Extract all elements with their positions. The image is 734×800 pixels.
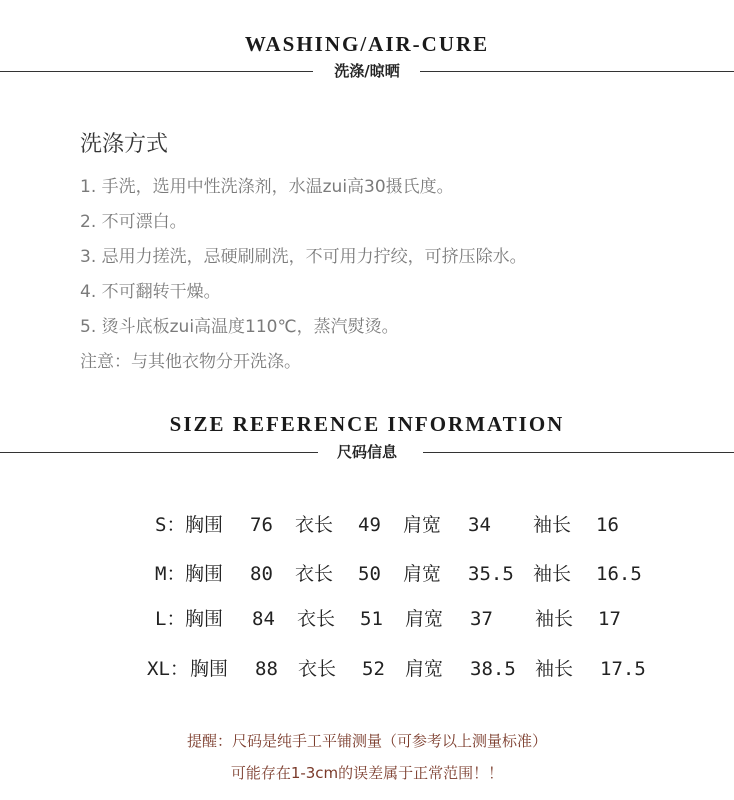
size-label: L： [155, 608, 186, 630]
chest-value: 84 [252, 608, 275, 630]
sleeve-value: 17.5 [600, 658, 646, 680]
measurement-reminder: 提醒：尺码是纯手工平铺测量（可参考以上测量标准） [186, 732, 547, 750]
shoulder-value: 35.5 [468, 563, 514, 585]
washing-line: 1. 手洗，选用中性洗涤剂，水温zui高30摄氏度。 [80, 177, 454, 197]
shoulder-value: 34 [468, 514, 491, 536]
washing-note: 注意：与其他衣物分开洗涤。 [80, 352, 301, 372]
sleeve-label: 袖长 [535, 658, 574, 680]
size-subtitle-cn: 尺码信息 [336, 443, 397, 461]
washing-subtitle-cn: 洗涤/晾晒 [334, 62, 400, 80]
sleeve-value: 16 [596, 514, 619, 536]
chest-label: 胸围 [190, 658, 229, 680]
chest-label: 胸围 [185, 608, 224, 630]
washing-instructions [80, 130, 527, 380]
shoulder-label: 肩宽 [403, 563, 442, 585]
chest-value: 80 [250, 563, 273, 585]
length-value: 49 [358, 514, 381, 536]
length-label: 衣长 [295, 563, 334, 585]
sleeve-label: 袖长 [533, 563, 572, 585]
shoulder-value: 37 [470, 608, 493, 630]
sleeve-label: 袖长 [535, 608, 574, 630]
measurement-error-note: 可能存在1-3cm的误差属于正常范围！！ [230, 764, 504, 782]
size-label: M： [155, 563, 186, 585]
washing-line: 2. 不可漂白。 [80, 212, 187, 232]
length-label: 衣长 [295, 514, 334, 536]
sleeve-value: 17 [598, 608, 621, 630]
chest-label: 胸围 [185, 514, 224, 536]
length-value: 52 [362, 658, 385, 680]
chest-label: 胸围 [185, 563, 224, 585]
washing-line: 3. 忌用力搓洗，忌硬刷刷洗，不可用力拧绞，可挤压除水。 [80, 247, 527, 267]
size-row-l [0, 604, 734, 634]
shoulder-label: 肩宽 [405, 658, 444, 680]
chest-value: 88 [255, 658, 278, 680]
length-value: 50 [358, 563, 381, 585]
size-label: S： [155, 514, 186, 536]
chest-value: 76 [250, 514, 273, 536]
size-row-m [0, 559, 734, 589]
shoulder-label: 肩宽 [403, 514, 442, 536]
size-row-xl [0, 654, 734, 684]
size-row-s [0, 510, 734, 540]
length-label: 衣长 [298, 658, 337, 680]
sleeve-label: 袖长 [533, 514, 572, 536]
size-label: XL： [147, 658, 189, 680]
sleeve-value: 16.5 [596, 563, 642, 585]
length-value: 51 [360, 608, 383, 630]
washing-line: 4. 不可翻转干燥。 [80, 282, 221, 302]
length-label: 衣长 [297, 608, 336, 630]
washing-method-title: 洗涤方式 [80, 132, 169, 157]
washing-line: 5. 烫斗底板zui高温度110℃，蒸汽熨烫。 [80, 317, 399, 337]
washing-title-en: WASHING/AIR-CURE [244, 32, 490, 56]
size-title-en: SIZE REFERENCE INFORMATION [169, 412, 565, 436]
shoulder-label: 肩宽 [405, 608, 444, 630]
shoulder-value: 38.5 [470, 658, 516, 680]
